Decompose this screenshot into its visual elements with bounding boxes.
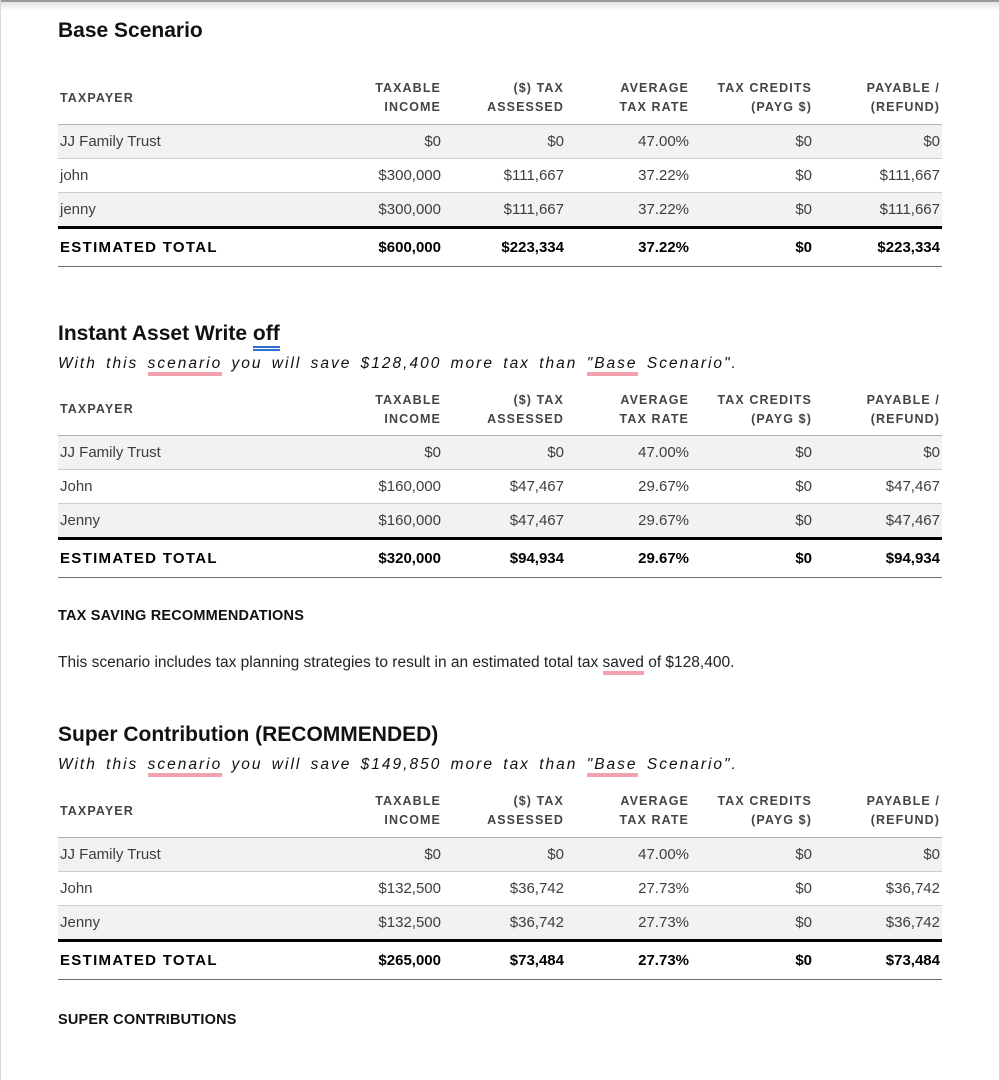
page-top-shadow xyxy=(1,0,999,11)
title-text: Instant Asset Write xyxy=(58,321,253,345)
spellcheck-underlined-word: scenario xyxy=(148,756,223,777)
estimated-total-row xyxy=(58,539,942,578)
column-header-taxpayer: TAXPAYER xyxy=(60,803,134,818)
cell-average-tax-rate: 47.00% xyxy=(638,132,689,150)
cell-taxable-income: $0 xyxy=(424,845,441,863)
cell-average-tax-rate: 37.22% xyxy=(638,200,689,218)
spellcheck-underlined-word: saved xyxy=(603,654,644,675)
cell-tax-assessed: $36,742 xyxy=(509,879,564,897)
cell-tax-credits-payg: $0 xyxy=(795,200,812,218)
column-header-average-tax-rate: AVERAGE TAX RATE xyxy=(619,794,689,827)
spellcheck-underlined-word: "Base xyxy=(587,355,638,376)
total-cell-payable-refund: $223,334 xyxy=(877,238,940,256)
section-super-contribution xyxy=(58,722,942,980)
column-header-taxable-income: TAXABLE INCOME xyxy=(375,81,441,114)
paragraph-text: This scenario includes tax planning strategies to result in an estimated total tax xyxy=(58,654,603,672)
subtitle-text: With this xyxy=(58,756,148,774)
cell-payable-refund: $47,467 xyxy=(885,478,940,496)
cell-tax-credits-payg: $0 xyxy=(795,478,812,496)
column-header-tax-assessed: ($) TAX ASSESSED xyxy=(487,794,564,827)
grammar-underlined-word: off xyxy=(253,322,280,351)
total-cell-tax-assessed: $73,484 xyxy=(509,951,564,969)
cell-payable-refund: $0 xyxy=(923,132,940,150)
spellcheck-underlined-word: "Base xyxy=(587,756,638,777)
taxpayer-row-jenny xyxy=(58,504,942,539)
instant-asset-write-off-title xyxy=(58,321,942,346)
taxpayer-row-john xyxy=(58,470,942,504)
cell-tax-assessed: $0 xyxy=(547,444,564,462)
cell-taxable-income: $300,000 xyxy=(378,166,441,184)
cell-tax-assessed: $47,467 xyxy=(509,478,564,496)
column-header-average-tax-rate: AVERAGE TAX RATE xyxy=(619,81,689,114)
estimated-total-label: ESTIMATED TOTAL xyxy=(60,550,218,568)
column-header-taxpayer: TAXPAYER xyxy=(60,90,134,105)
cell-average-tax-rate: 37.22% xyxy=(638,166,689,184)
table-header-row xyxy=(58,73,942,124)
total-cell-average-tax-rate: 29.67% xyxy=(638,550,689,568)
cell-tax-credits-payg: $0 xyxy=(795,444,812,462)
column-header-payable-refund: PAYABLE / (REFUND) xyxy=(866,392,940,426)
taxpayer-name: john xyxy=(60,166,89,184)
tax-saving-paragraph xyxy=(58,652,942,674)
total-cell-average-tax-rate: 37.22% xyxy=(638,238,689,256)
cell-tax-assessed: $47,467 xyxy=(509,512,564,530)
taxpayer-name: jenny xyxy=(60,200,96,218)
taxpayer-name: JJ Family Trust xyxy=(60,845,161,863)
super-contribution-subtitle xyxy=(58,756,942,774)
base-scenario-title: Base Scenario xyxy=(58,19,203,42)
cell-tax-assessed: $0 xyxy=(547,845,564,863)
cell-average-tax-rate: 27.73% xyxy=(638,913,689,931)
column-header-payable-refund: PAYABLE / (REFUND) xyxy=(866,794,940,827)
total-cell-payable-refund: $94,934 xyxy=(885,550,940,568)
cell-tax-credits-payg: $0 xyxy=(795,913,812,931)
cell-tax-credits-payg: $0 xyxy=(795,166,812,184)
total-cell-tax-credits-payg: $0 xyxy=(795,238,812,256)
section-instant-asset-write-off xyxy=(58,321,942,579)
cell-payable-refund: $111,667 xyxy=(879,166,940,184)
column-header-taxable-income: TAXABLE INCOME xyxy=(375,392,441,426)
taxpayer-name: Jenny xyxy=(60,913,101,931)
cell-tax-assessed: $36,742 xyxy=(509,913,564,931)
cell-tax-assessed: $0 xyxy=(547,132,564,150)
cell-taxable-income: $132,500 xyxy=(378,913,441,931)
cell-payable-refund: $0 xyxy=(923,444,940,462)
estimated-total-label: ESTIMATED TOTAL xyxy=(60,238,218,256)
cell-payable-refund: $111,667 xyxy=(879,200,940,218)
taxpayer-row-jj-family-trust xyxy=(58,837,942,871)
taxpayer-row-jj-family-trust xyxy=(58,124,942,158)
report-page xyxy=(1,0,999,1028)
cell-payable-refund: $0 xyxy=(923,845,940,863)
subtitle-text: you will save $149,850 more tax than xyxy=(222,756,587,774)
subtitle-text: Scenario". xyxy=(637,756,738,774)
total-cell-taxable-income: $265,000 xyxy=(378,951,441,969)
paragraph-text: of $128,400. xyxy=(643,654,735,672)
cell-tax-credits-payg: $0 xyxy=(795,845,812,863)
cell-average-tax-rate: 27.73% xyxy=(638,879,689,897)
cell-taxable-income: $160,000 xyxy=(378,478,441,496)
base-scenario-table xyxy=(58,73,942,267)
cell-tax-assessed: $111,667 xyxy=(503,200,564,218)
subtitle-text: you will save $128,400 more tax than xyxy=(222,354,587,372)
instant-asset-table xyxy=(58,385,942,579)
super-contributions-heading: SUPER CONTRIBUTIONS xyxy=(58,1011,237,1028)
cell-taxable-income: $0 xyxy=(424,444,441,462)
column-header-tax-assessed: ($) TAX ASSESSED xyxy=(487,81,564,114)
cell-payable-refund: $36,742 xyxy=(885,913,940,931)
cell-payable-refund: $47,467 xyxy=(885,512,940,530)
column-header-average-tax-rate: AVERAGE TAX RATE xyxy=(619,392,689,426)
cell-tax-credits-payg: $0 xyxy=(795,512,812,530)
taxpayer-name: Jenny xyxy=(60,512,101,530)
total-cell-tax-credits-payg: $0 xyxy=(795,550,812,568)
taxpayer-row-john xyxy=(58,871,942,905)
estimated-total-row xyxy=(58,227,942,266)
super-contribution-title: Super Contribution (RECOMMENDED) xyxy=(58,723,439,747)
section-base-scenario xyxy=(58,18,942,267)
taxpayer-name: John xyxy=(60,879,93,897)
instant-asset-subtitle xyxy=(58,355,942,373)
total-cell-average-tax-rate: 27.73% xyxy=(638,951,689,969)
column-header-tax-credits-payg: TAX CREDITS (PAYG $) xyxy=(717,81,812,114)
cell-average-tax-rate: 29.67% xyxy=(638,478,689,496)
estimated-total-label: ESTIMATED TOTAL xyxy=(60,951,218,969)
column-header-tax-assessed: ($) TAX ASSESSED xyxy=(487,392,564,426)
cell-tax-assessed: $111,667 xyxy=(503,166,564,184)
taxpayer-name: JJ Family Trust xyxy=(60,132,161,150)
cell-taxable-income: $160,000 xyxy=(378,512,441,530)
taxpayer-name: JJ Family Trust xyxy=(60,444,161,462)
spellcheck-underlined-word: scenario xyxy=(148,355,223,376)
taxpayer-row-jenny xyxy=(58,192,942,227)
total-cell-payable-refund: $73,484 xyxy=(885,951,940,969)
total-cell-tax-assessed: $223,334 xyxy=(501,238,564,256)
subtitle-text: Scenario". xyxy=(637,354,738,372)
cell-average-tax-rate: 29.67% xyxy=(638,512,689,530)
taxpayer-row-jj-family-trust xyxy=(58,436,942,470)
taxpayer-row-john xyxy=(58,158,942,192)
column-header-payable-refund: PAYABLE / (REFUND) xyxy=(866,81,940,114)
super-contribution-table xyxy=(58,786,942,980)
total-cell-taxable-income: $600,000 xyxy=(378,238,441,256)
estimated-total-row xyxy=(58,940,942,979)
table-header-row xyxy=(58,786,942,837)
column-header-tax-credits-payg: TAX CREDITS (PAYG $) xyxy=(717,794,812,827)
total-cell-tax-credits-payg: $0 xyxy=(795,951,812,969)
cell-average-tax-rate: 47.00% xyxy=(638,845,689,863)
taxpayer-row-jenny xyxy=(58,905,942,940)
cell-tax-credits-payg: $0 xyxy=(795,132,812,150)
column-header-taxable-income: TAXABLE INCOME xyxy=(375,794,441,827)
column-header-taxpayer: TAXPAYER xyxy=(60,402,134,417)
total-cell-tax-assessed: $94,934 xyxy=(509,550,564,568)
cell-taxable-income: $0 xyxy=(424,132,441,150)
cell-average-tax-rate: 47.00% xyxy=(638,444,689,462)
table-header-row xyxy=(58,385,942,436)
column-header-tax-credits-payg: TAX CREDITS (PAYG $) xyxy=(717,392,812,426)
cell-taxable-income: $132,500 xyxy=(378,879,441,897)
cell-tax-credits-payg: $0 xyxy=(795,879,812,897)
total-cell-taxable-income: $320,000 xyxy=(378,550,441,568)
tax-saving-recommendations-heading: TAX SAVING RECOMMENDATIONS xyxy=(58,608,305,625)
subtitle-text: With this xyxy=(58,354,148,372)
cell-payable-refund: $36,742 xyxy=(885,879,940,897)
taxpayer-name: John xyxy=(60,478,93,496)
cell-taxable-income: $300,000 xyxy=(378,200,441,218)
